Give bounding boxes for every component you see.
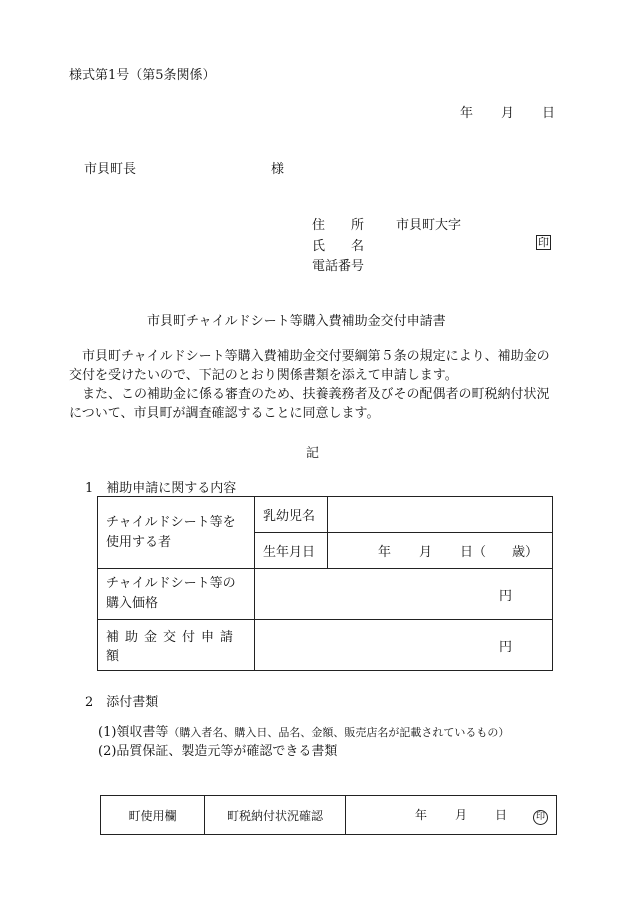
price-unit: 円	[498, 588, 512, 604]
ki-heading: 記	[306, 446, 320, 461]
amount-unit: 円	[498, 639, 512, 655]
attachment-item-2: (2)品質保証、製造元等が確認できる書類	[98, 744, 338, 759]
name-label: 氏 名	[312, 239, 365, 254]
body-paragraph-2: また、この補助金に係る審査のため、扶養義務者及びその配偶者の町税納付状況について、市貝町が調査確認することに同意します。	[69, 387, 550, 421]
page-title: 市貝町チャイルドシート等購入費補助金交付申請書	[147, 314, 446, 329]
addressee-honorific: 様	[271, 162, 285, 177]
date-month: 月	[501, 106, 515, 121]
infant-name-field[interactable]	[328, 497, 553, 533]
office-use-label: 町使用欄	[101, 796, 205, 835]
amount-field[interactable]	[255, 620, 553, 671]
amount-label: 補助金交付申請額	[98, 620, 255, 671]
address-value: 市貝町大字	[396, 218, 462, 233]
stamp-icon: 印	[533, 810, 548, 825]
age: 歳）	[512, 545, 539, 560]
tax-check-label: 町税納付状況確認	[205, 796, 346, 835]
date-day: 日	[542, 106, 556, 121]
office-month: 月	[454, 807, 467, 822]
birth-year: 年	[378, 545, 392, 560]
addressee-name: 市貝町長	[84, 162, 137, 177]
user-label: チャイルドシート等を使用する者	[98, 497, 255, 569]
phone-label: 電話番号	[312, 259, 365, 274]
birth-date-label: 生年月日	[255, 533, 328, 569]
date-line	[460, 102, 555, 121]
seal-icon: 印	[538, 236, 549, 249]
infant-name-label: 乳幼児名	[255, 497, 328, 533]
attachment-item-1-detail: （購入者名、購入日、品名、金額、販売店名が記載されているもの）	[168, 726, 510, 739]
address-label: 住 所	[312, 218, 365, 233]
section2-heading: 2 添付書類	[85, 695, 159, 710]
price-label: チャイルドシート等の購入価格	[98, 569, 255, 620]
tax-check-date[interactable]	[346, 796, 557, 835]
office-year: 年	[414, 807, 427, 822]
attachment-item-1	[98, 721, 509, 740]
birth-month: 月	[419, 545, 433, 560]
body-text	[69, 347, 555, 423]
application-table	[97, 496, 553, 671]
section1-heading: 1 補助申請に関する内容	[85, 481, 237, 496]
body-paragraph-1: 市貝町チャイルドシート等購入費補助金交付要綱第５条の規定により、補助金の交付を受けたいので、下記のとおり関係書類を添えて申請します。	[69, 349, 550, 383]
office-use-box	[100, 795, 557, 835]
office-day: 日	[494, 807, 507, 822]
birth-day: 日（	[460, 545, 487, 560]
form-number: 様式第1号（第5条関係）	[69, 68, 216, 83]
price-field[interactable]	[255, 569, 553, 620]
birth-date-field[interactable]	[328, 533, 553, 569]
attachment-item-1-label: (1)領収書等	[98, 725, 169, 740]
date-year: 年	[460, 106, 474, 121]
